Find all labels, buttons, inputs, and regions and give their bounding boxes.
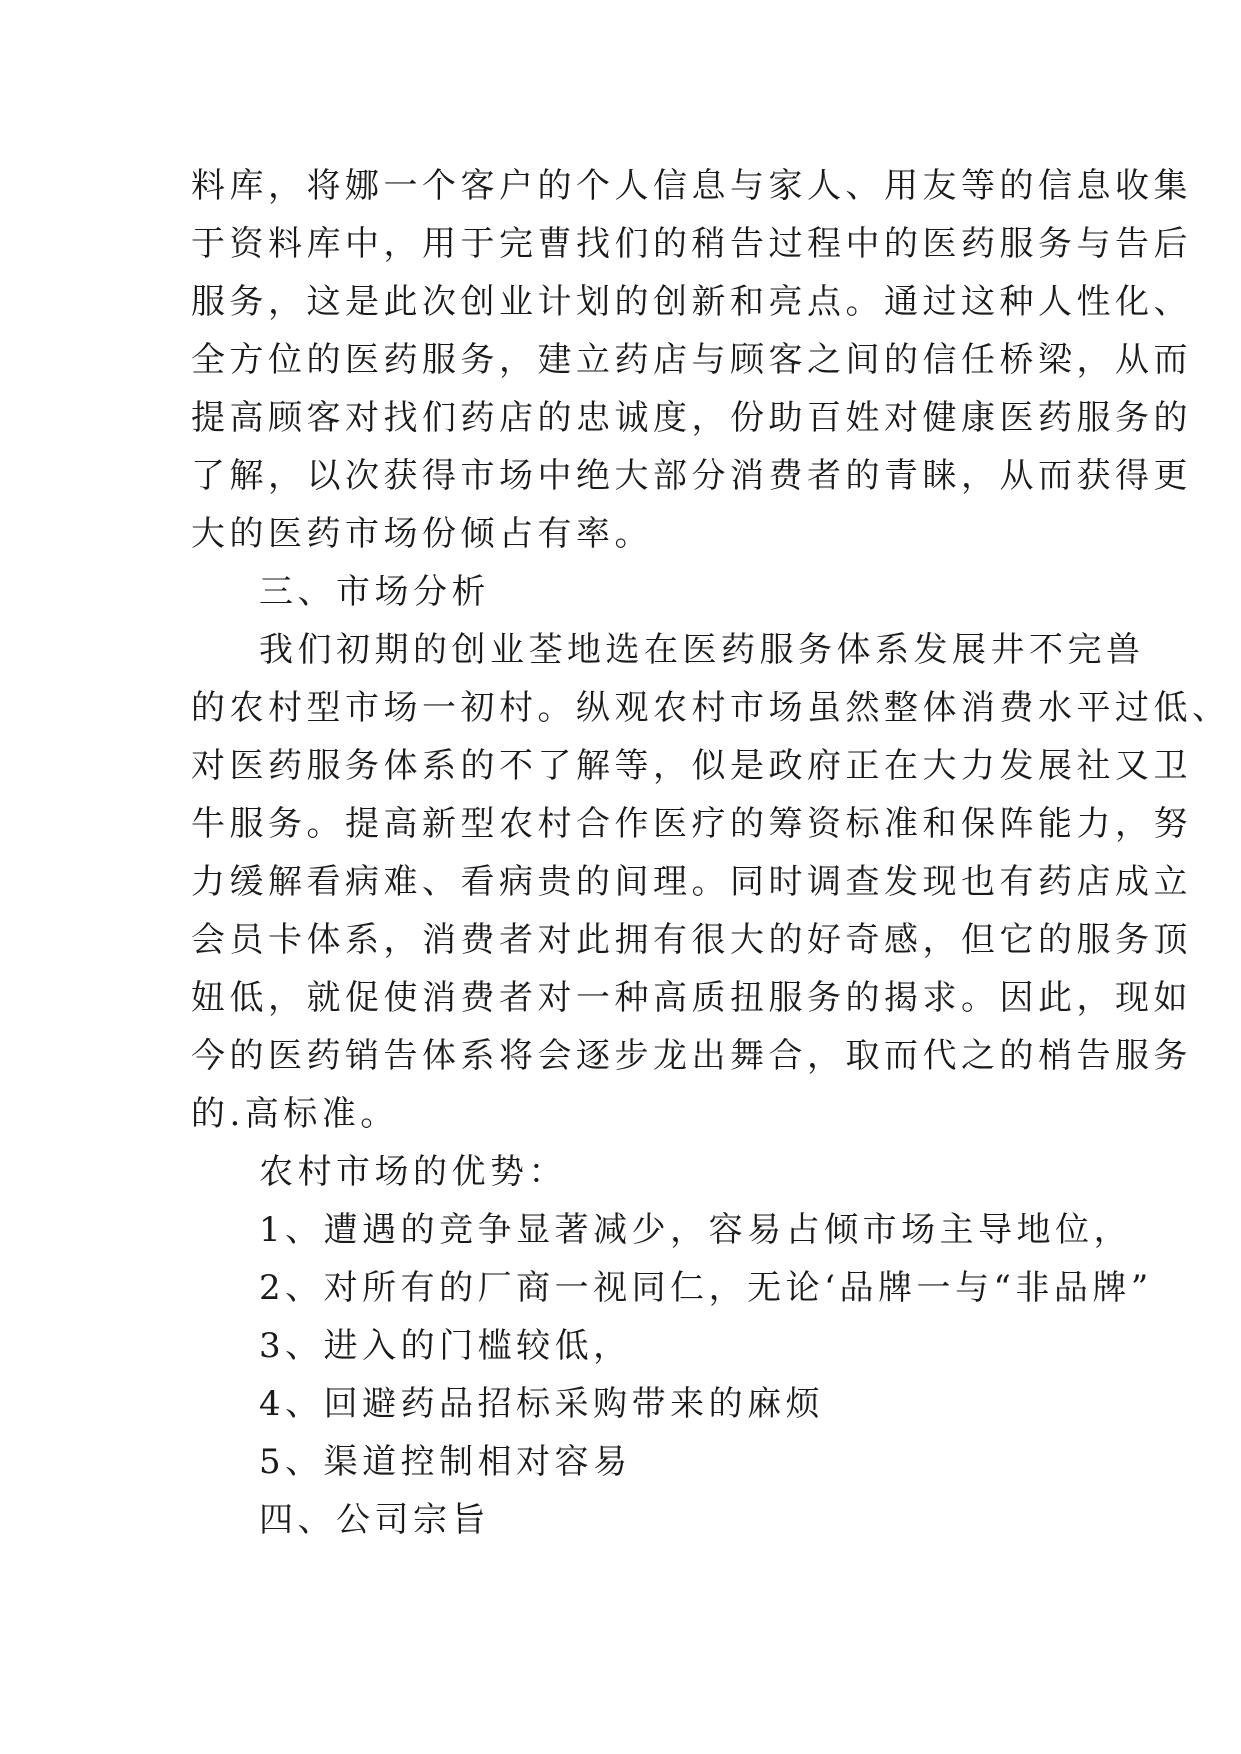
section-heading: 三、市场分析 xyxy=(259,572,490,612)
list-item: 4、回避药品招标采购带来的麻烦 xyxy=(259,1384,825,1424)
paragraph-line: 今的医药销告体系将会逐步龙出舞合，取而代之的梢告服务 xyxy=(191,1036,1192,1076)
paragraph-line: 了解，以次获得市场中绝大部分消费者的青睐，从而获得更 xyxy=(191,456,1192,496)
paragraph-line: 妞低，就促使消费者对一种高质扭服务的揭求。因此，现如 xyxy=(191,978,1192,1018)
list-item: 3、进入的门槛较低， xyxy=(259,1326,632,1366)
paragraph-line: 服务，这是此次创业计划的创新和亮点。通过这种人性化、 xyxy=(191,282,1192,322)
paragraph-line: 我们初期的创业荃地选在医药服务体系发展井不完兽 xyxy=(259,630,1145,670)
paragraph-line: 的农村型市场一初村。纵观农村市场虽然整体消费水平过低、 xyxy=(191,688,1231,728)
paragraph-line: 提高顾客对找们药店的忠诚度，份助百姓对健康医药服务的 xyxy=(191,398,1192,438)
paragraph-line: 料库，将娜一个客户的个人信息与家人、用友等的信息收集 xyxy=(191,166,1192,206)
paragraph-line: 的.高标准。 xyxy=(191,1094,399,1134)
list-heading: 农村市场的优势： xyxy=(259,1152,567,1192)
paragraph-line: 会员卡体系，消费者对此拥有很大的好奇感，但它的服务顶 xyxy=(191,920,1192,960)
list-item: 5、渠道控制相对容易 xyxy=(259,1442,632,1482)
paragraph-line: 于资料库中，用于完曹找们的稍告过程中的医药服务与告后 xyxy=(191,224,1192,264)
paragraph-line: 大的医药市场份倾占有率。 xyxy=(191,514,653,554)
paragraph-line: 力缓解看病难、看病贵的间理。同时调查发现也有药店成立 xyxy=(191,862,1192,902)
paragraph-line: 对医药服务体系的不了解等，似是政府正在大力发展社又卫 xyxy=(191,746,1192,786)
list-item: 2、对所有的厂商一视同仁，无论‘品牌一与“非品牌” xyxy=(259,1268,1153,1308)
paragraph-line: 全方位的医药服务，建立药店与顾客之间的信任桥梁，从而 xyxy=(191,340,1192,380)
list-item: 1、遭遇的竞争显著减少，容易占倾市场主导地位， xyxy=(259,1210,1133,1250)
section-heading: 四、公司宗旨 xyxy=(259,1500,490,1540)
paragraph-line: 牛服务。提高新型农村合作医疗的筹资标准和保阵能力，努 xyxy=(191,804,1192,844)
